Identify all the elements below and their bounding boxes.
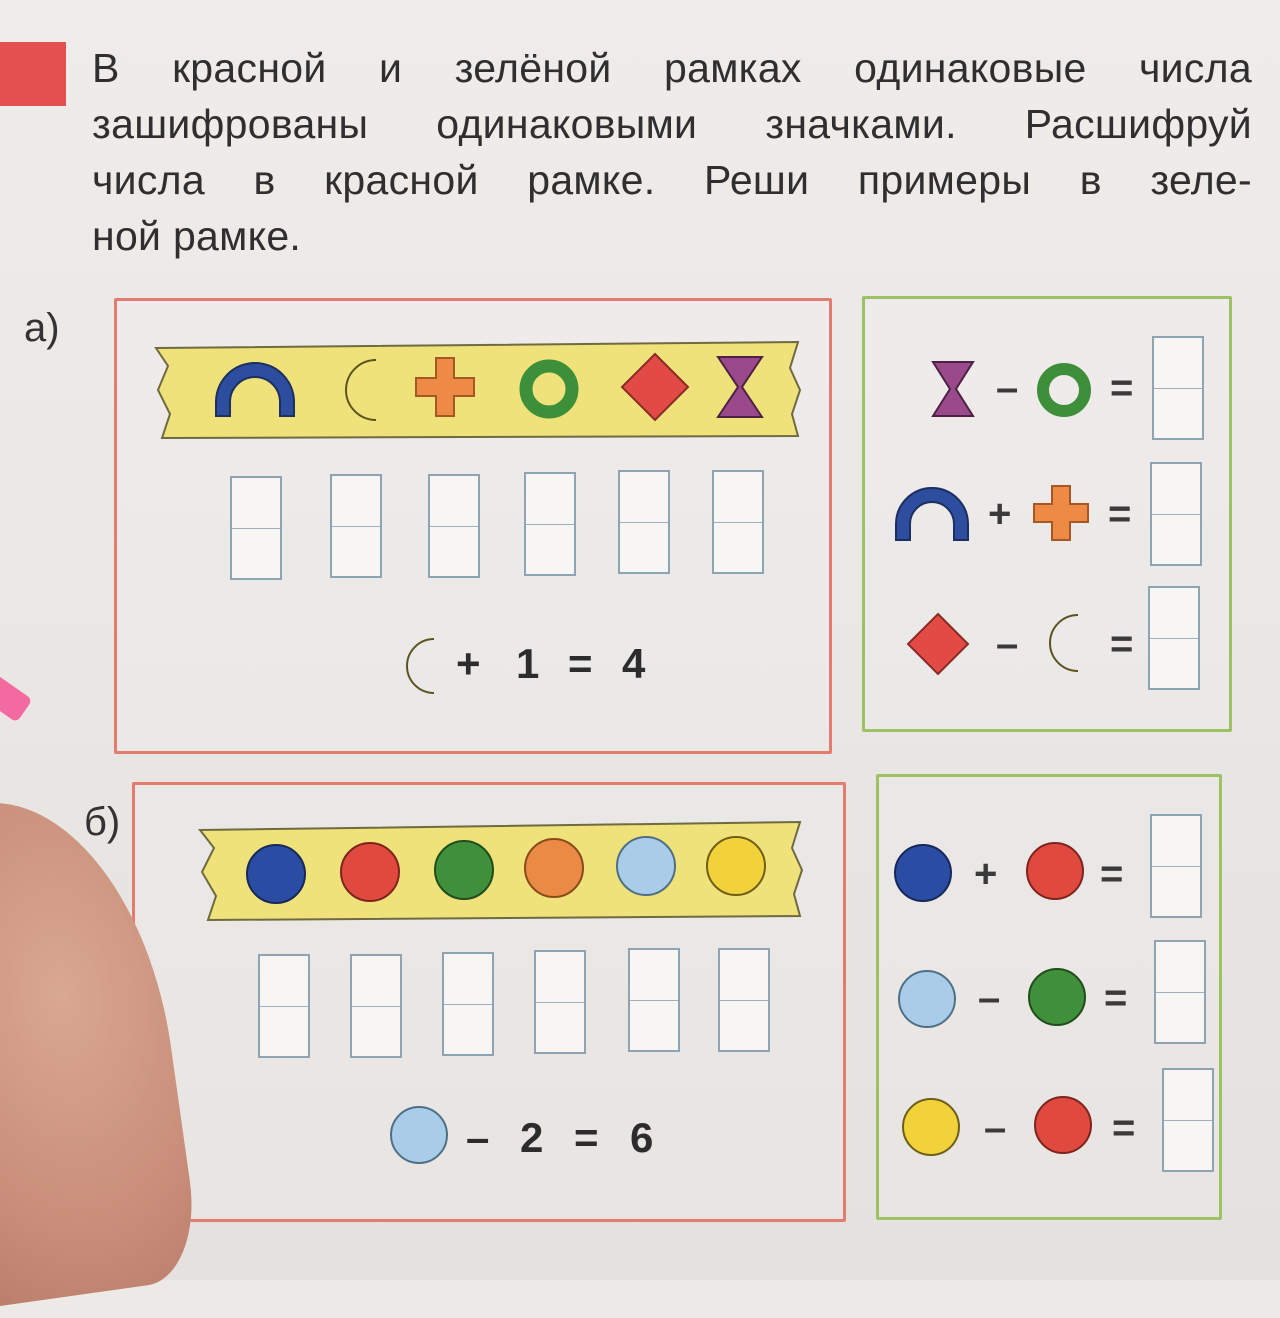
task-line: ной рамке. (92, 213, 302, 259)
hint-number: 1 (516, 640, 540, 687)
ring-icon (518, 358, 580, 420)
answer-box[interactable] (718, 948, 770, 1052)
answer-box[interactable] (428, 474, 480, 578)
light-blue-circle-icon (614, 834, 678, 898)
example-eq: = (1100, 852, 1124, 896)
answer-box[interactable] (712, 470, 764, 574)
red-circle-icon (1024, 840, 1086, 902)
task-marker (0, 42, 66, 106)
hint-equals: = (568, 640, 593, 687)
yellow-circle-icon (900, 1096, 962, 1158)
answer-box[interactable] (1148, 586, 1200, 690)
moon-icon (336, 356, 388, 424)
arch-icon (210, 358, 300, 420)
hint-minus: – (466, 1114, 490, 1161)
ring-icon (1036, 362, 1092, 418)
example-eq: = (1104, 976, 1128, 1020)
hourglass-icon (930, 360, 976, 418)
answer-box[interactable] (628, 948, 680, 1052)
diamond-icon (620, 352, 690, 422)
answer-box[interactable] (442, 952, 494, 1056)
light-blue-circle-icon (896, 968, 958, 1030)
answer-box[interactable] (1152, 336, 1204, 440)
answer-box[interactable] (524, 472, 576, 576)
orange-circle-icon (522, 836, 586, 900)
hint-result: 6 (630, 1114, 654, 1161)
red-circle-icon (338, 840, 402, 904)
moon-icon (398, 636, 444, 696)
hint-number: 2 (520, 1114, 544, 1161)
task-line: зашифрованы одинаковыми значками. Расшифруй (92, 101, 1252, 147)
cross-icon (414, 356, 476, 418)
green-circle-icon (432, 838, 496, 902)
example-eq: = (1110, 366, 1134, 410)
example-eq: = (1112, 1106, 1136, 1150)
example-op: + (988, 492, 1012, 536)
example-op: – (996, 366, 1019, 410)
hint-result: 4 (622, 640, 646, 687)
example-op: + (974, 852, 998, 896)
answer-box[interactable] (230, 476, 282, 580)
diamond-icon (906, 612, 970, 676)
answer-box[interactable] (258, 954, 310, 1058)
task-line: числа в красной рамке. Реши примеры в зеле- (92, 157, 1252, 203)
task-line: В красной и зелёной рамках одинаковые числа (92, 45, 1252, 91)
cross-icon (1032, 484, 1090, 542)
blue-circle-icon (892, 842, 954, 904)
answer-box[interactable] (330, 474, 382, 578)
arch-icon (892, 484, 972, 542)
answer-box[interactable] (618, 470, 670, 574)
red-circle-icon (1032, 1094, 1094, 1156)
example-eq: = (1110, 622, 1134, 666)
hint-plus: + (456, 640, 481, 687)
light-blue-circle-icon (388, 1104, 450, 1166)
section-a-label: а) (24, 306, 60, 350)
green-circle-icon (1026, 966, 1088, 1028)
yellow-circle-icon (704, 834, 768, 898)
answer-box[interactable] (534, 950, 586, 1054)
answer-box[interactable] (1154, 940, 1206, 1044)
hint-equals: = (574, 1114, 599, 1161)
blue-circle-icon (244, 842, 308, 906)
example-op: – (978, 976, 1001, 1020)
pencil-tip (0, 665, 33, 722)
answer-box[interactable] (1150, 462, 1202, 566)
task-text (92, 40, 1252, 264)
example-op: – (984, 1106, 1007, 1150)
moon-icon (1042, 612, 1088, 674)
answer-box[interactable] (1150, 814, 1202, 918)
example-eq: = (1108, 492, 1132, 536)
hourglass-icon (714, 354, 766, 420)
answer-box[interactable] (1162, 1068, 1214, 1172)
section-b-label: б) (84, 800, 121, 844)
example-op: – (996, 622, 1019, 666)
answer-box[interactable] (350, 954, 402, 1058)
